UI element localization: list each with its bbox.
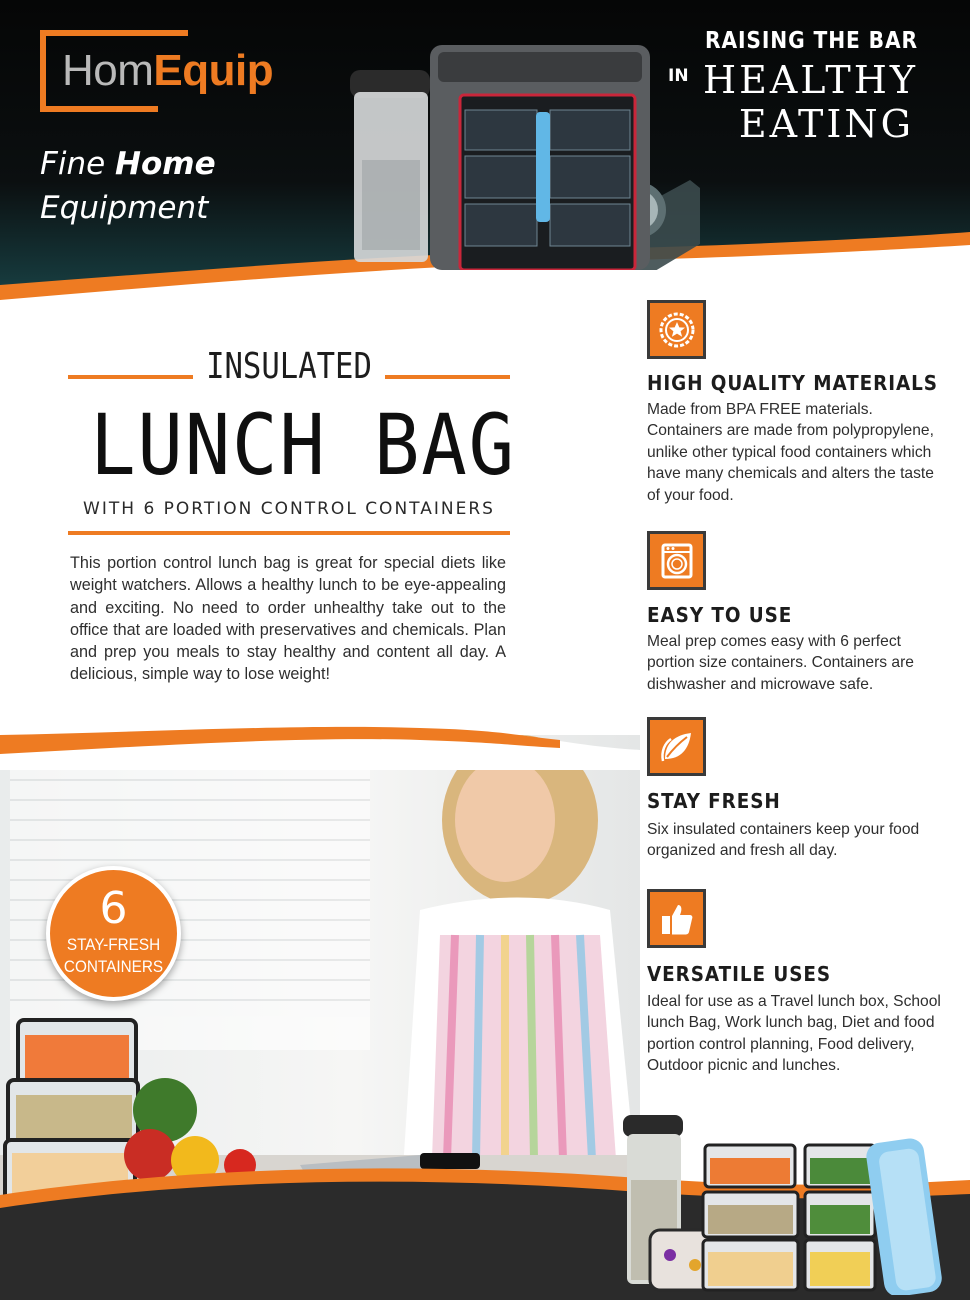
logo-hom: Hom <box>62 46 154 95</box>
header-banner <box>0 0 970 330</box>
feature-high-quality <box>647 300 942 510</box>
feature-easy-to-use <box>647 531 942 701</box>
tagline <box>40 142 216 230</box>
lunch-bag-hero-image <box>340 30 700 270</box>
headline-line2: HEALTHY <box>702 58 918 102</box>
feature-text: Ideal for use as a Travel lunch box, School lunch Bag, Work lunch bag, Diet and food portion control planning, Food delivery, Outdoor picnic and lunches. <box>647 993 941 1075</box>
title-rule-right <box>385 375 510 379</box>
feature-versatile-uses <box>647 889 942 1099</box>
feature-title: HIGH QUALITY MATERIALS <box>647 371 938 395</box>
tagline-line2: Equipment <box>40 190 209 226</box>
containers-badge <box>46 866 181 1001</box>
thumbs-up-icon <box>647 889 706 948</box>
logo-text <box>62 46 273 96</box>
feature-text: Six insulated containers keep your food organized and fresh all day. <box>647 821 920 860</box>
headline-in: IN <box>668 66 689 86</box>
brand-logo <box>40 30 340 115</box>
title-rule-bottom <box>68 531 510 535</box>
product-description: This portion control lunch bag is great for special diets like weight watchers. Allows a healthy lunch to be eye-appealing and exciting. No need to order unhealthy take out to the office that are loaded with preservatives and chemicals. Plan and prep you meals to stay healthy and content all day. A delicious, simple way to lose weight! <box>70 554 506 684</box>
feature-title: VERSATILE USES <box>647 962 832 986</box>
title-insulated: INSULATED <box>206 346 372 387</box>
badge-line2: CONTAINERS <box>63 957 164 976</box>
feature-text: Meal prep comes easy with 6 perfect portion size containers. Containers are dishwasher and microwave safe. <box>647 633 914 693</box>
headline-line1: RAISING THE BAR <box>705 28 918 54</box>
star-badge-icon <box>647 300 706 359</box>
feature-title: EASY TO USE <box>647 603 793 627</box>
tagline-word2: Home <box>115 146 216 182</box>
dishwasher-icon <box>647 531 706 590</box>
badge-number: 6 <box>99 883 128 934</box>
containers-product-image <box>615 1110 945 1295</box>
feature-text: Made from BPA FREE materials. Containers are made from polypropylene, unlike other typical food containers which have many chemicals and alters the taste of your food. <box>647 401 934 504</box>
logo-equip: Equip <box>153 46 274 95</box>
title-top-row <box>68 345 510 389</box>
feature-stay-fresh <box>647 717 942 867</box>
headline-line3: EATING <box>738 102 914 146</box>
title-main: LUNCH BAG <box>90 396 516 494</box>
product-title-block <box>68 345 516 535</box>
badge-line1: STAY-FRESH <box>66 935 161 954</box>
title-subtitle: WITH 6 PORTION CONTROL CONTAINERS <box>83 499 495 519</box>
headline <box>668 28 918 146</box>
feature-title: STAY FRESH <box>647 789 781 813</box>
leaf-icon <box>647 717 706 776</box>
tagline-word1: Fine <box>40 146 106 182</box>
